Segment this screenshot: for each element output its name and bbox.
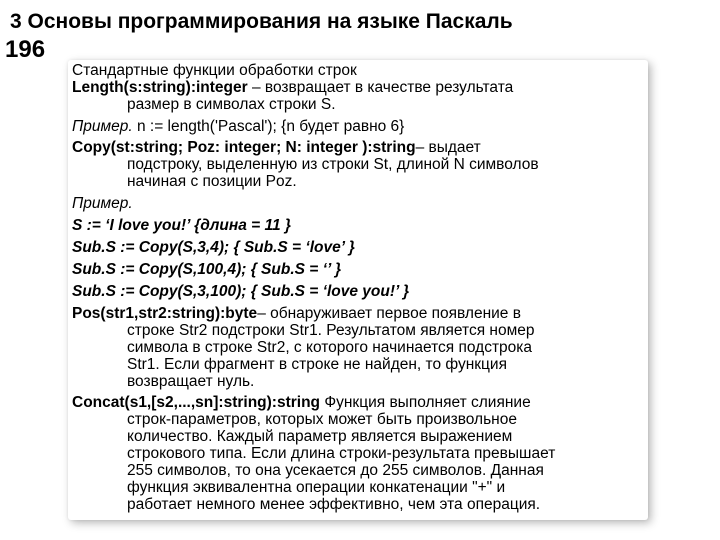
- concat-desc-line: количество. Каждый параметр является выражением: [127, 428, 513, 445]
- concat-desc-line: строк-параметров, которых может быть произвольное: [127, 411, 517, 428]
- pos-desc-line: Str1. Если фрагмент в строке не найден, то функция: [127, 356, 507, 373]
- pos-desc-line: строке Str2 подстроки Str1. Результатом является номер: [127, 322, 535, 339]
- example2-label: Пример.: [72, 195, 133, 212]
- concat-signature: Concat(s1,[s2,...,sn]:string):string: [72, 394, 321, 411]
- concat-desc-line: строкового типа. Если длина строки-результата превышает: [127, 445, 556, 462]
- concat-desc-first: Функция выполняет слияние: [320, 394, 531, 411]
- concat-desc-line: функция эквивалентна операции конкатенации "+" и: [127, 479, 506, 496]
- pos-desc-first: – обнаруживает первое появление в: [257, 305, 521, 322]
- concat-definition: [72, 394, 642, 411]
- example1-text: n := length('Pascal'); {n будет равно 6}: [132, 118, 405, 135]
- chapter-heading: 3 Основы программирования на языке Паскаль: [10, 10, 513, 33]
- length-signature: Length(s:string):integer: [72, 79, 248, 96]
- example-code-line: Sub.S := Copy(S,3,4); { Sub.S = ‘love’ }: [72, 239, 355, 256]
- length-desc-first: – возвращает в качестве результата: [247, 79, 514, 96]
- example-code-line: S := ‘I love you!’ {длина = 11 }: [72, 217, 291, 234]
- concat-desc-line: 255 символов, то она усекается до 255 символов. Данная: [127, 462, 544, 479]
- pos-signature: Pos(str1,str2:string):byte: [72, 305, 258, 322]
- pos-definition: [72, 305, 642, 322]
- copy-signature: Copy(st:string; Poz: integer; N: integer ):string: [72, 139, 416, 156]
- example-code-line: Sub.S := Copy(S,100,4); { Sub.S = ‘’ }: [72, 261, 342, 278]
- copy-desc-line: подстроку, выделенную из строки St, длиной N символов: [127, 156, 539, 173]
- concat-desc-line: работает немного менее эффективно, чем эта операция.: [127, 496, 541, 513]
- length-desc-line: размер в символах строки S.: [127, 96, 336, 113]
- slide-content: [72, 62, 642, 513]
- copy-desc-first: – выдает: [415, 139, 481, 156]
- pos-desc-line: возвращает нуль.: [127, 373, 255, 390]
- pos-desc-line: символа в строке Str2, с которого начинается подстрока: [127, 339, 533, 356]
- page-number: 196: [5, 36, 46, 63]
- example1: [72, 118, 642, 135]
- copy-desc-line: начиная с позиции Poz.: [127, 173, 297, 190]
- length-definition: [72, 79, 642, 96]
- copy-definition: [72, 139, 642, 156]
- example1-label: Пример.: [72, 118, 133, 135]
- slide-title: Стандартные функции обработки строк: [72, 62, 357, 79]
- example-code-line: Sub.S := Copy(S,3,100); { Sub.S = ‘love you!’ }: [72, 283, 410, 300]
